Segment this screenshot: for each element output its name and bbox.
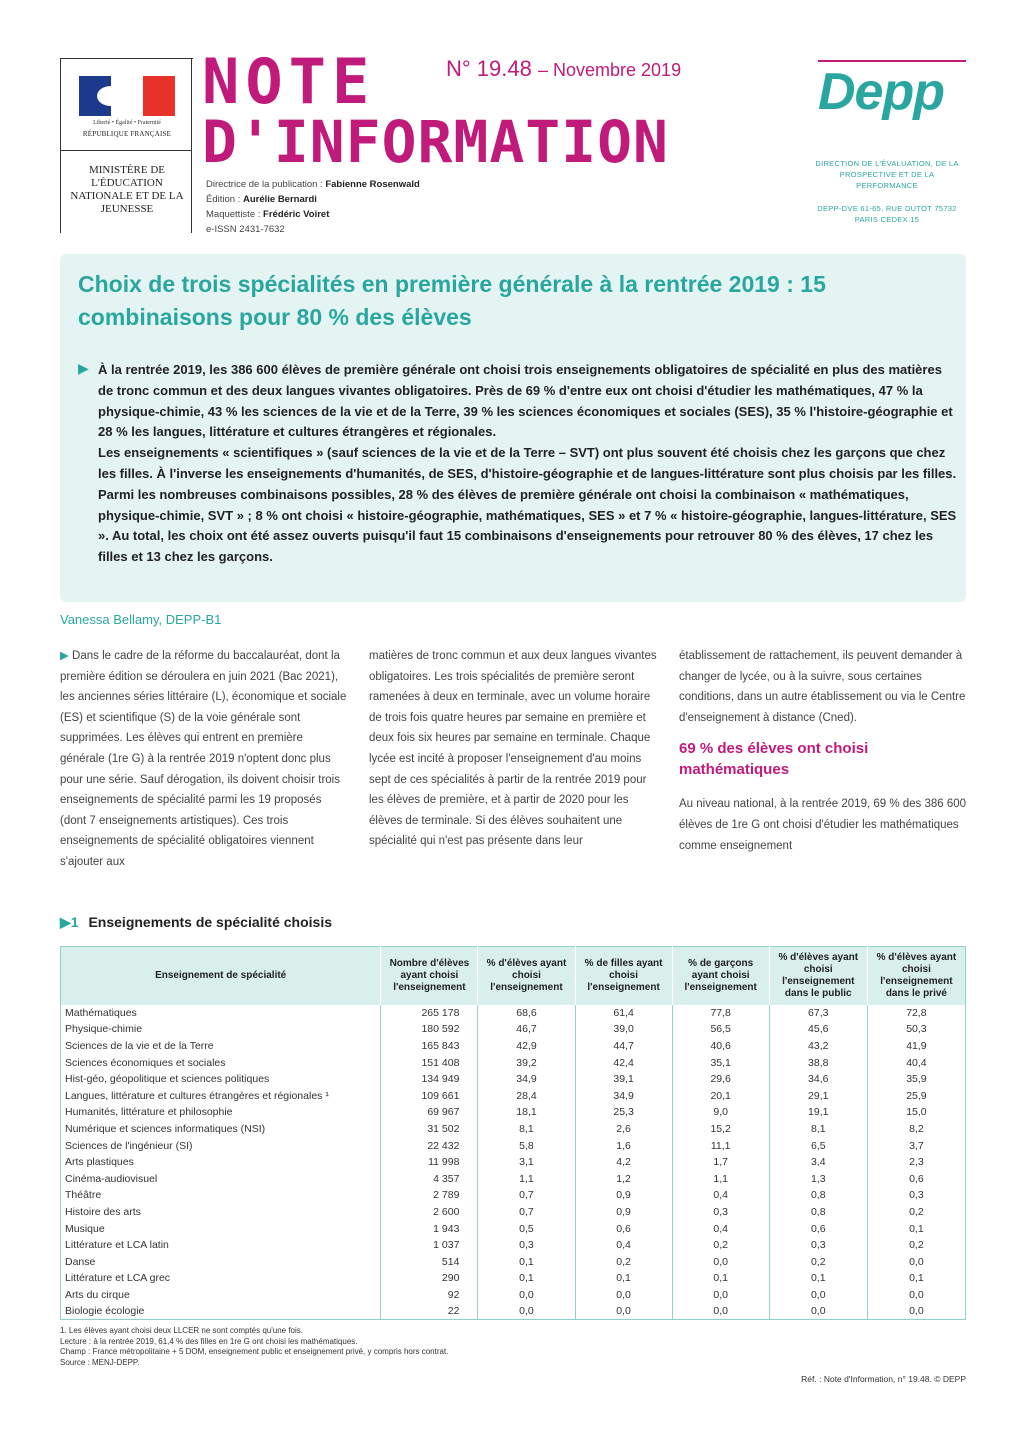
table-cell: 0,4 [672, 1187, 769, 1204]
depp-logo: Depp [818, 63, 944, 121]
table-cell: 56,5 [672, 1021, 769, 1038]
table-cell: 0,0 [478, 1287, 575, 1304]
row-label: Musique [65, 1222, 105, 1235]
body-column-1 [60, 646, 350, 873]
note-line: Source : MENJ-DEPP. [60, 1357, 140, 1367]
table-row [61, 1021, 966, 1038]
summary-paragraph: Parmi les nombreuses combinaisons possibles, 28 % des élèves de première générale ont choisi la combinaison « mathématiques, physique-chimie, SVT » ; 8 % ont choisi « histoire-géographie, mathématiques, SES » et 7 % « histoire-géographie, langues-littérature, SES ». Au total, les choix ont été assez ouverts puisqu'il faut 15 combinaisons d'enseignements pour retrouver 80 % des élèves, 17 chez les filles et 13 chez les garçons. [98, 486, 957, 565]
table-row [61, 1253, 966, 1270]
specialty-table [60, 946, 966, 1320]
table-cell: 8,1 [769, 1121, 867, 1138]
table-cell: 0,0 [478, 1303, 575, 1320]
table-cell: 50,3 [867, 1021, 965, 1038]
table-header-row [61, 947, 966, 1005]
table-cell: 8,1 [478, 1121, 575, 1138]
table-cell: 25,9 [867, 1087, 965, 1104]
republic-motto: Liberté • Égalité • Fraternité [93, 120, 161, 126]
table-cell: 1 037 [381, 1237, 478, 1254]
table-cell: 3,7 [867, 1137, 965, 1154]
table-cell: 0,4 [672, 1220, 769, 1237]
table-cell: 265 178 [381, 1005, 478, 1022]
arrow-right-icon: ▶ [60, 650, 73, 662]
table-cell: 0,9 [575, 1187, 672, 1204]
table-cell: 1,6 [575, 1137, 672, 1154]
table-cell: 20,1 [672, 1087, 769, 1104]
row-label: Arts du cirque [65, 1288, 130, 1301]
table-row [61, 1303, 966, 1320]
title-line2: D'INFORMATION [202, 108, 669, 176]
table-cell: 35,1 [672, 1054, 769, 1071]
table-cell: 0,5 [478, 1220, 575, 1237]
table-cell: 0,1 [575, 1270, 672, 1287]
table-cell: 39,0 [575, 1021, 672, 1038]
row-label: Arts plastiques [65, 1156, 134, 1169]
table-row [61, 1187, 966, 1204]
table-cell: 28,4 [478, 1087, 575, 1104]
table-cell: 19,1 [769, 1104, 867, 1121]
table-cell: 1,1 [478, 1170, 575, 1187]
table-cell: 46,7 [478, 1021, 575, 1038]
table-row [61, 1087, 966, 1104]
table-row [61, 1104, 966, 1121]
column-header: % d'élèves ayant choisi l'enseignement dans le privé [867, 947, 965, 1005]
table-cell: 0,9 [575, 1204, 672, 1221]
summary-box [60, 254, 966, 602]
table-row [61, 1237, 966, 1254]
table-cell: 67,3 [769, 1005, 867, 1022]
table-cell: 0,1 [478, 1270, 575, 1287]
table-title: ▶1 Enseignements de spécialité choisis [60, 914, 333, 930]
row-label: Cinéma-audiovisuel [65, 1172, 158, 1185]
table-cell: 2 600 [381, 1204, 478, 1221]
table-cell: 0,0 [575, 1287, 672, 1304]
row-label: Histoire des arts [65, 1205, 141, 1218]
table-cell: 0,0 [769, 1287, 867, 1304]
table-cell: 4 357 [381, 1170, 478, 1187]
table-row [61, 1170, 966, 1187]
republic-name: RÉPUBLIQUE FRANÇAISE [82, 130, 172, 138]
table-cell: 0,1 [867, 1270, 965, 1287]
table-cell: 4,2 [575, 1154, 672, 1171]
table-cell: 0,0 [867, 1287, 965, 1304]
credit-line: Maquettiste : Frédéric Voiret [206, 209, 330, 220]
table-cell: 165 843 [381, 1038, 478, 1055]
summary-paragraph: À la rentrée 2019, les 386 600 élèves de première générale ont choisi trois enseignements obligatoires de spécialité en plus des matières de tronc commun et des deux langues vivantes obligatoires. Près de 69 % d'entre eux ont choisi d'étudier les mathématiques, 47 % la physique-chimie, 43 % les sciences de la vie et de la Terre, 39 % les sciences économiques et sociales (SES), 35 % l'histoire-géographie et 28 % les langues, littérature et cultures étrangères et régionales. [98, 362, 953, 440]
table-number: ▶1 [60, 914, 79, 930]
table-row [61, 1038, 966, 1055]
ministry-name: MINISTÈRE DE L'ÉDUCATION NATIONALE ET DE LA JEUNESSE [70, 164, 184, 215]
table-cell: 31 502 [381, 1121, 478, 1138]
table-cell: 0,1 [867, 1220, 965, 1237]
table-cell: 39,1 [575, 1071, 672, 1088]
table-cell: 72,8 [867, 1005, 965, 1022]
table-cell: 0,6 [575, 1220, 672, 1237]
note-line: 1. Les élèves ayant choisi deux LLCER ne sont comptés qu'une fois. [60, 1326, 304, 1335]
row-label: Biologie écologie [65, 1305, 145, 1318]
column-header: % d'élèves ayant choisi l'enseignement [478, 947, 575, 1005]
table-cell: 2,3 [867, 1154, 965, 1171]
table-cell: 15,0 [867, 1104, 965, 1121]
table-cell: 34,9 [478, 1071, 575, 1088]
row-label: Hist-géo, géopolitique et sciences politiques [65, 1073, 270, 1086]
body-paragraph: Dans le cadre de la réforme du baccalauréat, dont la première édition se déroulera en juin 2021 (Bac 2021), les anciennes séries littéraire (L), économique et sociale (ES) et scientifique (S) de la voie générale sont supprimées. Les élèves qui entrent en première générale (1re G) à la rentrée 2019 n'optent donc plus pour une série. Sauf dérogation, ils doivent choisir trois enseignements de spécialité parmi les 19 proposés (dont 7 enseignements artistiques). Ces trois enseignements de spécialité obligatoires viennent s'ajouter aux [60, 650, 347, 868]
table-cell: 0,2 [575, 1253, 672, 1270]
table-cell: 0,0 [672, 1287, 769, 1304]
table-cell: 68,6 [478, 1005, 575, 1022]
arrow-right-icon: ▶ [60, 914, 71, 930]
row-label: Humanités, littérature et philosophie [65, 1106, 233, 1119]
row-label: Langues, littérature et cultures étrangères et régionales ¹ [65, 1089, 329, 1102]
body-paragraph: Au niveau national, à la rentrée 2019, 69 % des 386 600 élèves de 1re G ont choisi d'étudier les mathématiques comme enseignement [679, 798, 967, 852]
table-cell: 35,9 [867, 1071, 965, 1088]
table-cell: 42,4 [575, 1054, 672, 1071]
table-row [61, 1204, 966, 1221]
reference: Réf. : Note d'Information, n° 19.48. © DEPP [801, 1374, 966, 1384]
table-cell: 0,3 [769, 1237, 867, 1254]
table-cell: 0,2 [867, 1237, 965, 1254]
arrow-right-icon: ▶ [78, 360, 89, 376]
table-cell: 0,1 [672, 1270, 769, 1287]
table-cell: 0,0 [575, 1303, 672, 1320]
row-label: Littérature et LCA grec [65, 1272, 171, 1285]
depp-address: DEPP-DVE 61-65, RUE DUTOT 75732 PARIS CEDEX 15 [817, 204, 957, 224]
author: Vanessa Bellamy, DEPP-B1 [60, 612, 222, 627]
table-row [61, 1220, 966, 1237]
table-cell: 8,2 [867, 1121, 965, 1138]
table-row [61, 1287, 966, 1304]
table-cell: 134 949 [381, 1071, 478, 1088]
table-cell: 29,6 [672, 1071, 769, 1088]
column-header: Enseignement de spécialité [61, 947, 381, 1005]
credit-line: e-ISSN 2431-7632 [206, 224, 285, 235]
row-label: Littérature et LCA latin [65, 1239, 169, 1252]
table-cell: 11,1 [672, 1137, 769, 1154]
column-header: % de filles ayant choisi l'enseignement [575, 947, 672, 1005]
table-cell: 40,6 [672, 1038, 769, 1055]
table-cell: 0,7 [478, 1204, 575, 1221]
table-cell: 34,6 [769, 1071, 867, 1088]
table-cell: 1,1 [672, 1170, 769, 1187]
body-column-3 [679, 646, 967, 856]
issue-date: Novembre 2019 [553, 60, 682, 80]
publication-credits [206, 177, 420, 237]
table-cell: 0,3 [672, 1204, 769, 1221]
row-label: Physique-chimie [65, 1023, 143, 1036]
table-cell: 29,1 [769, 1087, 867, 1104]
table-cell: 92 [381, 1287, 478, 1304]
table-cell: 180 592 [381, 1021, 478, 1038]
table-cell: 0,3 [867, 1187, 965, 1204]
issue-info: N° 19.48 – Novembre 2019 [446, 56, 682, 81]
table-row [61, 1054, 966, 1071]
note-line: Champ : France métropolitaine + 5 DOM, enseignement public et enseignement privé, y compris hors contrat. [60, 1347, 449, 1356]
summary-paragraph: Les enseignements « scientifiques » (sauf sciences de la vie et de la Terre – SVT) ont plus souvent été choisis chez les garçons que chez les filles. À l'inverse les enseignements d'humanités, de SES, d'histoire-géographie et de langues-littérature sont plus choisis par les filles. [98, 445, 957, 481]
summary-text [98, 360, 958, 568]
table-cell: 0,6 [867, 1170, 965, 1187]
table-cell: 3,4 [769, 1154, 867, 1171]
credit-line: Directrice de la publication : Fabienne Rosenwald [206, 179, 420, 190]
table-body [61, 1005, 966, 1320]
column-header: Nombre d'élèves ayant choisi l'enseignement [381, 947, 478, 1005]
column-header: % d'élèves ayant choisi l'enseignement dans le public [769, 947, 867, 1005]
table-cell: 6,5 [769, 1137, 867, 1154]
table-cell: 2 789 [381, 1187, 478, 1204]
table-cell: 0,0 [769, 1303, 867, 1320]
title-line1: NOTE [202, 45, 376, 118]
table-cell: 39,2 [478, 1054, 575, 1071]
row-label: Mathématiques [65, 1006, 137, 1019]
table-row [61, 1270, 966, 1287]
table-cell: 0,4 [575, 1237, 672, 1254]
table-cell: 0,0 [867, 1253, 965, 1270]
table-cell: 0,2 [672, 1237, 769, 1254]
table-row [61, 1137, 966, 1154]
credit-line: Édition : Aurélie Bernardi [206, 194, 317, 205]
table-cell: 0,2 [867, 1204, 965, 1221]
ministry-logo [60, 58, 192, 233]
page-title: Choix de trois spécialités en première générale à la rentrée 2019 : 15 combinaisons pour 80 % des élèves [78, 271, 826, 330]
table-cell: 69 967 [381, 1104, 478, 1121]
table-cell: 43,2 [769, 1038, 867, 1055]
table-cell: 34,9 [575, 1087, 672, 1104]
table-cell: 0,7 [478, 1187, 575, 1204]
table-cell: 290 [381, 1270, 478, 1287]
row-label: Sciences de l'ingénieur (SI) [65, 1139, 193, 1152]
depp-description: DIRECTION DE L'ÉVALUATION, DE LA PROSPECTIVE ET DE LA PERFORMANCE [815, 159, 959, 190]
table-cell: 15,2 [672, 1121, 769, 1138]
table-cell: 0,0 [672, 1303, 769, 1320]
table-cell: 151 408 [381, 1054, 478, 1071]
table-cell: 0,2 [769, 1253, 867, 1270]
table-cell: 1 943 [381, 1220, 478, 1237]
table-cell: 1,3 [769, 1170, 867, 1187]
table-cell: 1,2 [575, 1170, 672, 1187]
table-cell: 25,3 [575, 1104, 672, 1121]
table-cell: 0,8 [769, 1204, 867, 1221]
table-cell: 0,3 [478, 1237, 575, 1254]
table-row [61, 1154, 966, 1171]
table-cell: 45,6 [769, 1021, 867, 1038]
table-cell: 61,4 [575, 1005, 672, 1022]
table-notes [60, 1326, 448, 1368]
marianne-flag-icon [79, 76, 175, 116]
note-line: Lecture : à la rentrée 2019, 61,4 % des filles en 1re G ont choisi les mathématiques. [60, 1336, 358, 1346]
table-cell: 11 998 [381, 1154, 478, 1171]
table-cell: 18,1 [478, 1104, 575, 1121]
table-cell: 0,0 [867, 1303, 965, 1320]
body-paragraph: établissement de rattachement, ils peuvent demander à changer de lycée, ou à la suivre, sous certaines conditions, dans un autre établissement ou via le Centre d'enseignement à distance (Cned). [679, 650, 966, 724]
table-cell: 5,8 [478, 1137, 575, 1154]
table-cell: 3,1 [478, 1154, 575, 1171]
table-cell: 22 [381, 1303, 478, 1320]
table-cell: 0,8 [769, 1187, 867, 1204]
table-row [61, 1071, 966, 1088]
table-cell: 514 [381, 1253, 478, 1270]
section-heading: 69 % des élèves ont choisi mathématiques [679, 740, 869, 779]
table-cell: 40,4 [867, 1054, 965, 1071]
table-cell: 0,0 [672, 1253, 769, 1270]
table-cell: 0,1 [769, 1270, 867, 1287]
table-cell: 22 432 [381, 1137, 478, 1154]
column-header: % de garçons ayant choisi l'enseignement [672, 947, 769, 1005]
table-cell: 2,6 [575, 1121, 672, 1138]
table-cell: 44,7 [575, 1038, 672, 1055]
body-column-2 [369, 646, 661, 852]
body-paragraph: matières de tronc commun et aux deux langues vivantes obligatoires. Les trois spécialités de première seront ramenées à deux en terminale, avec un volume horaire de trois fois quatre heures par semaine en première et deux fois six heures par semaine en terminale. Chaque lycée est incité à proposer l'enseignement d'au moins sept de ces spécialités à partir de la rentrée 2019 pour les élèves de première, et à partir de 2020 pour les élèves de terminale. Si des élèves souhaitent une spécialité qui n'est pas présente dans leur [369, 650, 657, 848]
logo-divider [61, 150, 191, 151]
row-label: Numérique et sciences informatiques (NSI) [65, 1122, 266, 1135]
table-row [61, 1121, 966, 1138]
table-row [61, 1005, 966, 1022]
row-label: Danse [65, 1255, 96, 1268]
table-cell: 38,8 [769, 1054, 867, 1071]
row-label: Sciences économiques et sociales [65, 1056, 226, 1069]
issue-number: N° 19.48 [446, 56, 532, 81]
table-cell: 0,1 [478, 1253, 575, 1270]
table-cell: 77,8 [672, 1005, 769, 1022]
row-label: Sciences de la vie et de la Terre [65, 1039, 214, 1052]
row-label: Théâtre [65, 1189, 102, 1202]
table-cell: 1,7 [672, 1154, 769, 1171]
table-cell: 9,0 [672, 1104, 769, 1121]
table-cell: 109 661 [381, 1087, 478, 1104]
table-cell: 42,9 [478, 1038, 575, 1055]
table-cell: 0,6 [769, 1220, 867, 1237]
table-cell: 41,9 [867, 1038, 965, 1055]
